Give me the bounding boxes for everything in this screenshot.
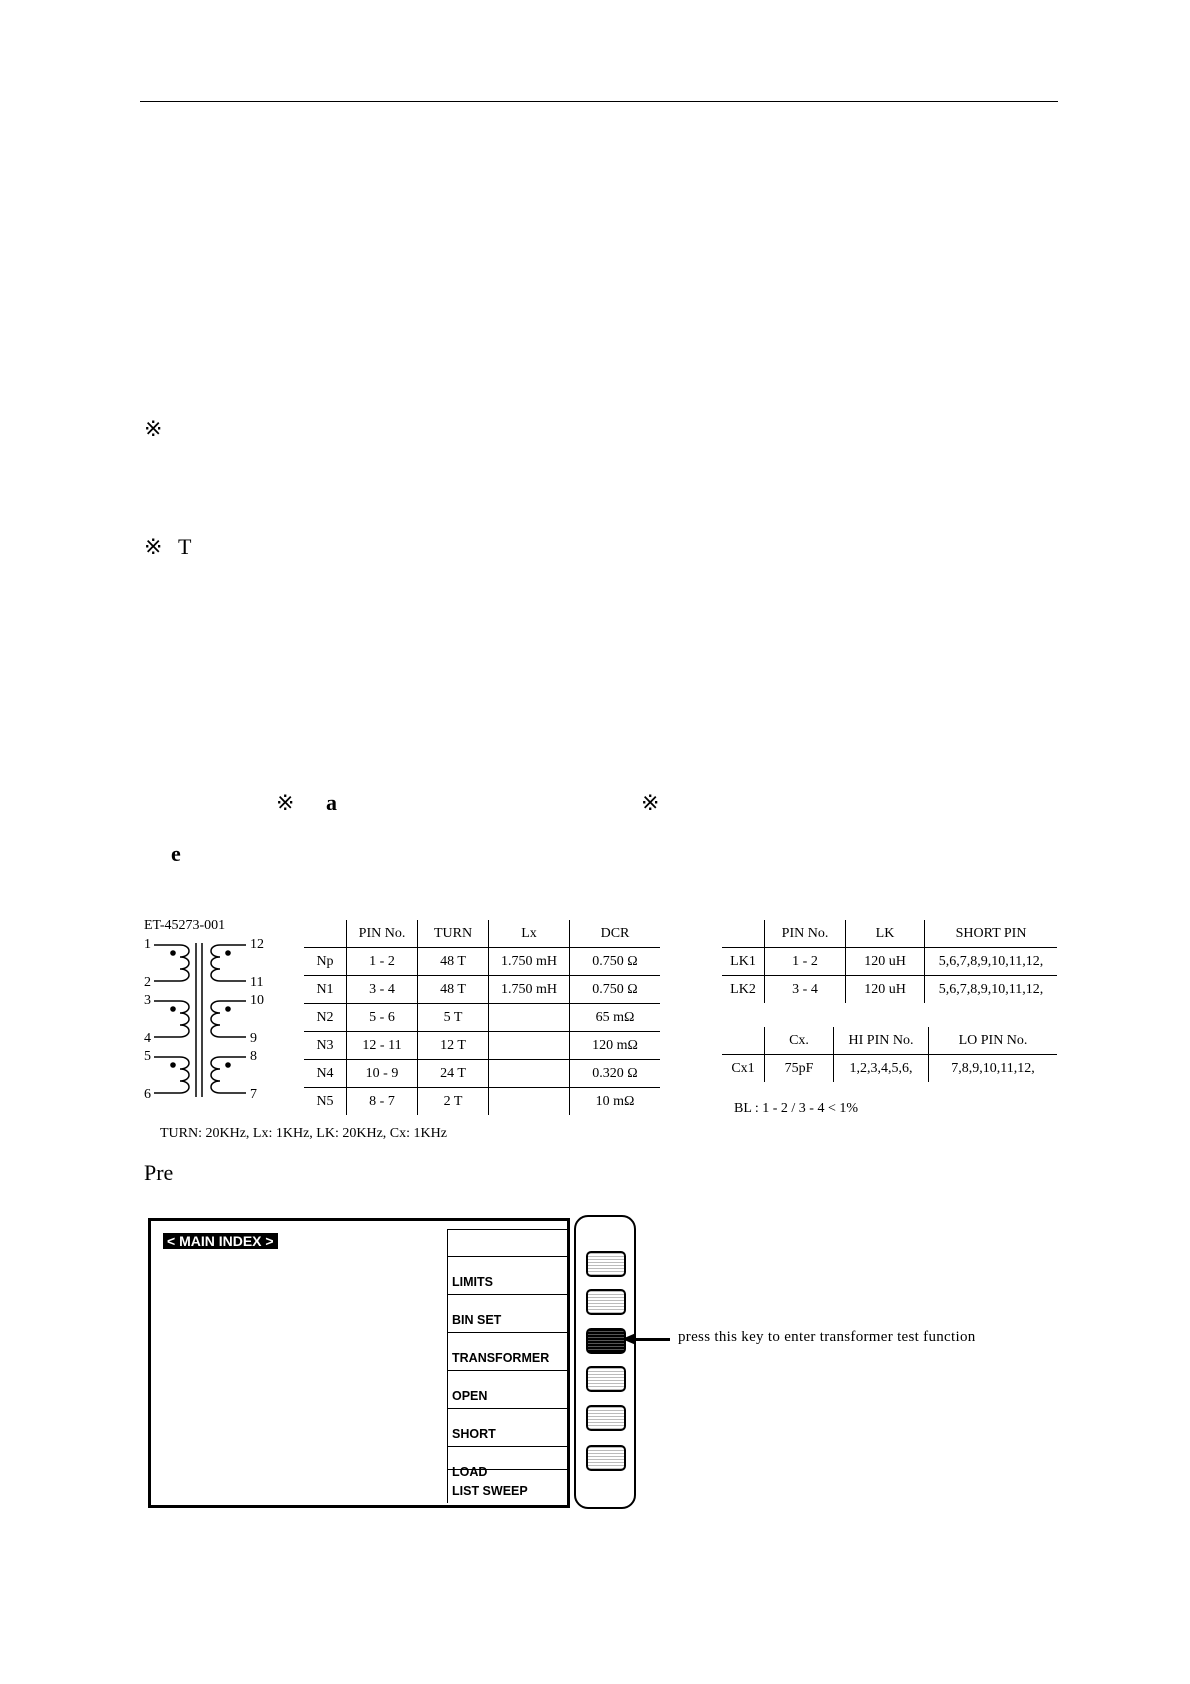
table-cell: 1,2,3,4,5,6,: [834, 1055, 929, 1083]
table-header-cell: PIN No.: [347, 920, 418, 948]
table-cell: 1.750 mH: [489, 976, 570, 1004]
table-cell: 3 - 4: [765, 976, 846, 1004]
softkey-label: TRANSFORMER: [452, 1351, 550, 1365]
table-row: [304, 976, 660, 1004]
table-row: [722, 1055, 1057, 1083]
pin-label: 1: [144, 937, 151, 952]
table-header-cell: [304, 920, 347, 948]
table-cell: 120 uH: [846, 976, 925, 1004]
table-header-cell: Cx.: [765, 1027, 834, 1055]
table-header-row: [722, 1027, 1057, 1055]
softkey-label: OPEN: [452, 1389, 488, 1403]
pin-label: 8: [250, 1049, 257, 1064]
hardware-key-5[interactable]: [586, 1405, 626, 1431]
reference-mark: ※: [144, 534, 163, 559]
test-frequency-note: TURN: 20KHz, Lx: 1KHz, LK: 20KHz, Cx: 1KHz: [160, 1126, 447, 1141]
pin-label: 11: [250, 975, 264, 990]
table-cell: N4: [304, 1060, 347, 1088]
table-cell: 0.750 Ω: [570, 948, 661, 976]
instrument-screen: [148, 1218, 570, 1508]
part-number: ET-45273-001: [144, 918, 226, 933]
table-header-cell: DCR: [570, 920, 661, 948]
arrow-line: [634, 1338, 670, 1341]
table-cell: N2: [304, 1004, 347, 1032]
table-cell: 0.320 Ω: [570, 1060, 661, 1088]
text-fragment: Pre: [144, 1160, 174, 1185]
callout-text: press this key to enter transformer test function: [678, 1329, 976, 1345]
pin-label: 3: [144, 993, 151, 1008]
table-cell: 3 - 4: [347, 976, 418, 1004]
table-cell: 0.750 Ω: [570, 976, 661, 1004]
table-cell: 120 mΩ: [570, 1032, 661, 1060]
reference-mark: ※: [641, 790, 660, 815]
screen-title: < MAIN INDEX >: [163, 1233, 278, 1249]
table-cell: Np: [304, 948, 347, 976]
table-cell: N1: [304, 976, 347, 1004]
softkey-panel: [574, 1215, 636, 1509]
softkey-bin-set[interactable]: [447, 1294, 568, 1332]
table-cell: 12 - 11: [347, 1032, 418, 1060]
pin-label: 7: [250, 1087, 257, 1102]
header-rule: [140, 101, 1058, 102]
pin-label: 2: [144, 975, 151, 990]
text-fragment: T: [178, 534, 192, 559]
table-header-row: [304, 920, 660, 948]
table-header-cell: LO PIN No.: [929, 1027, 1058, 1055]
table-cell: 65 mΩ: [570, 1004, 661, 1032]
softkey-label: LIST SWEEP: [452, 1484, 528, 1498]
hardware-key-2[interactable]: [586, 1289, 626, 1315]
table-cell: [489, 1004, 570, 1032]
table-header-cell: PIN No.: [765, 920, 846, 948]
table-cell: N5: [316, 1093, 334, 1109]
pin-label: 12: [250, 937, 264, 952]
table-header-row: [722, 920, 1057, 948]
reference-mark: ※: [276, 790, 295, 815]
softkey-label: LOAD: [452, 1465, 488, 1479]
table-row: [722, 948, 1057, 976]
balance-note: BL : 1 - 2 / 3 - 4 < 1%: [734, 1101, 859, 1116]
table-row: [722, 976, 1057, 1004]
table-row: [304, 1060, 660, 1088]
transformer-schematic: [140, 935, 280, 1110]
softkey-short[interactable]: [447, 1408, 568, 1446]
hardware-key-1[interactable]: [586, 1251, 626, 1277]
table-cell: 8 - 7: [347, 1088, 418, 1116]
softkey-label: SHORT: [452, 1427, 496, 1441]
hardware-key-transformer[interactable]: [586, 1328, 626, 1354]
table-cell: N3: [304, 1032, 347, 1060]
table-cell: LK2: [730, 981, 756, 997]
table-cell: 2 T: [418, 1088, 489, 1116]
table-cell: 1 - 2: [347, 948, 418, 976]
table-row: [304, 1088, 660, 1116]
table-cell: 10 - 9: [347, 1060, 418, 1088]
softkey-label: BIN SET: [452, 1313, 502, 1327]
softkey-limits[interactable]: [447, 1256, 568, 1294]
text-fragment: e: [171, 841, 181, 866]
table-cell: 75pF: [765, 1055, 834, 1083]
table-cell: 5,6,7,8,9,10,11,12,: [925, 948, 1058, 976]
reference-mark: ※: [144, 416, 163, 441]
table-header-cell: [722, 1027, 765, 1055]
table-cell: 120 uH: [846, 948, 925, 976]
table-cell: 5 - 6: [347, 1004, 418, 1032]
table-header-cell: [722, 920, 765, 948]
pin-label: 9: [250, 1031, 257, 1046]
leakage-table: [722, 920, 1057, 1003]
hardware-key-4[interactable]: [586, 1366, 626, 1392]
table-cell: 7,8,9,10,11,12,: [929, 1055, 1058, 1083]
table-header-cell: HI PIN No.: [834, 1027, 929, 1055]
softkey-transformer[interactable]: [447, 1332, 568, 1370]
text-fragment: a: [326, 790, 337, 815]
pin-label: 10: [250, 993, 264, 1008]
table-row: [304, 1004, 660, 1032]
table-cell: 5 T: [418, 1004, 489, 1032]
table-row: [304, 948, 660, 976]
softkey-open[interactable]: [447, 1370, 568, 1408]
table-cell: 12 T: [418, 1032, 489, 1060]
table-cell: 48 T: [418, 948, 489, 976]
softkey-list-sweep[interactable]: [447, 1469, 568, 1503]
table-header-cell: LK: [846, 920, 925, 948]
table-cell: 5,6,7,8,9,10,11,12,: [925, 976, 1058, 1004]
table-cell: [489, 1088, 570, 1116]
hardware-key-6[interactable]: [586, 1445, 626, 1471]
pin-label: 5: [144, 1049, 151, 1064]
table-cell: 48 T: [418, 976, 489, 1004]
table-cell: 1.750 mH: [489, 948, 570, 976]
table-cell: Cx1: [731, 1060, 755, 1076]
winding-table: [304, 920, 660, 1115]
table-cell: 10 mΩ: [570, 1088, 661, 1116]
softkey-label: LIMITS: [452, 1275, 493, 1289]
pin-label: 6: [144, 1087, 151, 1102]
table-cell: [489, 1032, 570, 1060]
pin-label: 4: [144, 1031, 151, 1046]
table-cell: 24 T: [418, 1060, 489, 1088]
softkey-blank: [447, 1229, 568, 1256]
table-cell: LK1: [722, 948, 765, 976]
capacitance-table: [722, 1027, 1057, 1082]
table-row: [304, 1032, 660, 1060]
table-header-cell: TURN: [418, 920, 489, 948]
table-cell: [489, 1060, 570, 1088]
table-cell: 1 - 2: [765, 948, 846, 976]
table-header-cell: SHORT PIN: [925, 920, 1058, 948]
table-header-cell: Lx: [489, 920, 570, 948]
